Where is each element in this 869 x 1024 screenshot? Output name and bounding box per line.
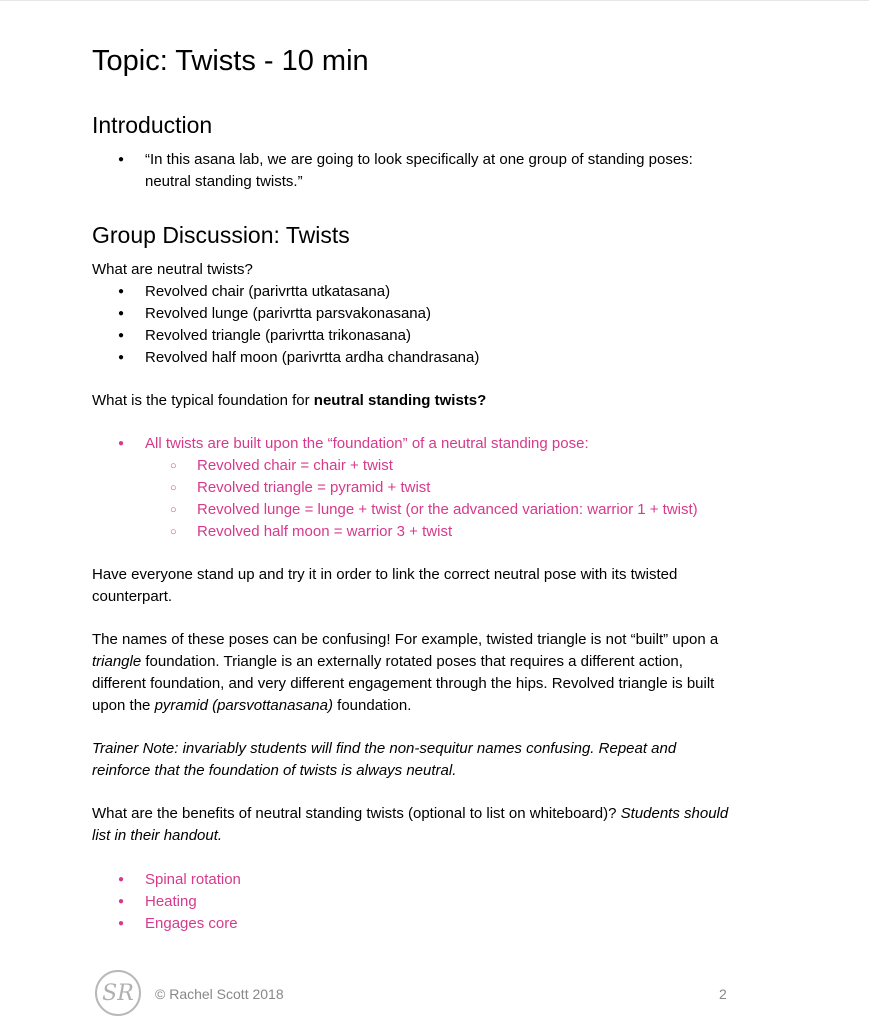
benefits-line1-italic: Students should: [620, 805, 729, 822]
twists-list: [92, 281, 479, 369]
page-title: Topic: Twists - 10 min: [92, 45, 369, 77]
list-item: ○ Revolved chair = chair + twist: [145, 455, 698, 477]
stand-line1: Have everyone stand up and try it in order to link the correct neutral pose with its twisted: [92, 566, 678, 583]
list-item: ○ Revolved lunge = lunge + twist (or the advanced variation: warrior 1 + twist): [145, 499, 698, 521]
foundation-answer-list: [92, 433, 589, 455]
names-line4-italic: pyramid (parsvottanasana): [154, 697, 333, 714]
benefits-line1: What are the benefits of neutral standing twists (optional to list on whiteboard)?: [92, 805, 621, 822]
intro-list: [92, 149, 693, 193]
group-discussion-heading: Group Discussion: Twists: [92, 222, 350, 248]
intro-quote-line1: “In this asana lab, we are going to look specifically at one group of standing poses:: [145, 151, 693, 168]
introduction-heading: Introduction: [92, 112, 213, 138]
foundation-sublist: [145, 455, 698, 543]
footer-copyright: © Rachel Scott 2018: [155, 986, 284, 1002]
list-item: [92, 433, 589, 455]
rachel-scott-logo-icon: SR: [95, 970, 141, 1016]
trainer-note: [92, 738, 792, 782]
list-item: ● Revolved half moon (parivrtta ardha chandrasana): [92, 347, 479, 369]
names-line4-prefix: upon the: [92, 697, 155, 714]
names-line1: The names of these poses can be confusing! For example, twisted triangle is not “built” upon a: [92, 631, 719, 648]
list-item: ○ Revolved triangle = pyramid + twist: [145, 477, 698, 499]
names-line4-suffix: foundation.: [332, 697, 412, 714]
benefits-list: [92, 869, 241, 935]
page-number: 2: [719, 986, 727, 1002]
names-line2-italic: triangle: [92, 653, 142, 670]
list-item: ● Engages core: [92, 913, 241, 935]
intro-quote-line2: neutral standing twists.”: [145, 173, 303, 190]
foundation-answer: All twists are built upon the “foundation” of a neutral standing pose:: [145, 435, 589, 452]
list-item: ● Revolved lunge (parivrtta parsvakonasana): [92, 303, 479, 325]
names-line2-rest: foundation. Triangle is an externally rotated poses that requires a different action,: [141, 653, 683, 670]
benefits-line2-italic: list in their handout.: [92, 827, 223, 844]
stand-line2: counterpart.: [92, 588, 173, 605]
stand-up-paragraph: [92, 564, 792, 608]
list-item: ● Spinal rotation: [92, 869, 241, 891]
names-line3: different foundation, and very different engagement through the hips. Revolved triangle is built: [92, 675, 715, 692]
foundation-question: [92, 390, 792, 412]
benefits-question: [92, 803, 792, 847]
list-item: ● Revolved triangle (parivrtta trikonasana): [92, 325, 479, 347]
foundation-question-bold: neutral standing twists?: [313, 392, 487, 409]
trainer-line2: reinforce that the foundation of twists is always neutral.: [92, 762, 457, 779]
neutral-twists-question: What are neutral twists?: [92, 261, 253, 278]
list-item: [92, 149, 693, 193]
trainer-line1: Trainer Note: invariably students will find the non-sequitur names confusing. Repeat and: [92, 740, 677, 757]
list-item: ○ Revolved half moon = warrior 3 + twist: [145, 521, 698, 543]
names-paragraph: [92, 629, 792, 717]
list-item: ● Revolved chair (parivrtta utkatasana): [92, 281, 479, 303]
foundation-question-text: What is the typical foundation for: [92, 392, 314, 409]
list-item: ● Heating: [92, 891, 241, 913]
